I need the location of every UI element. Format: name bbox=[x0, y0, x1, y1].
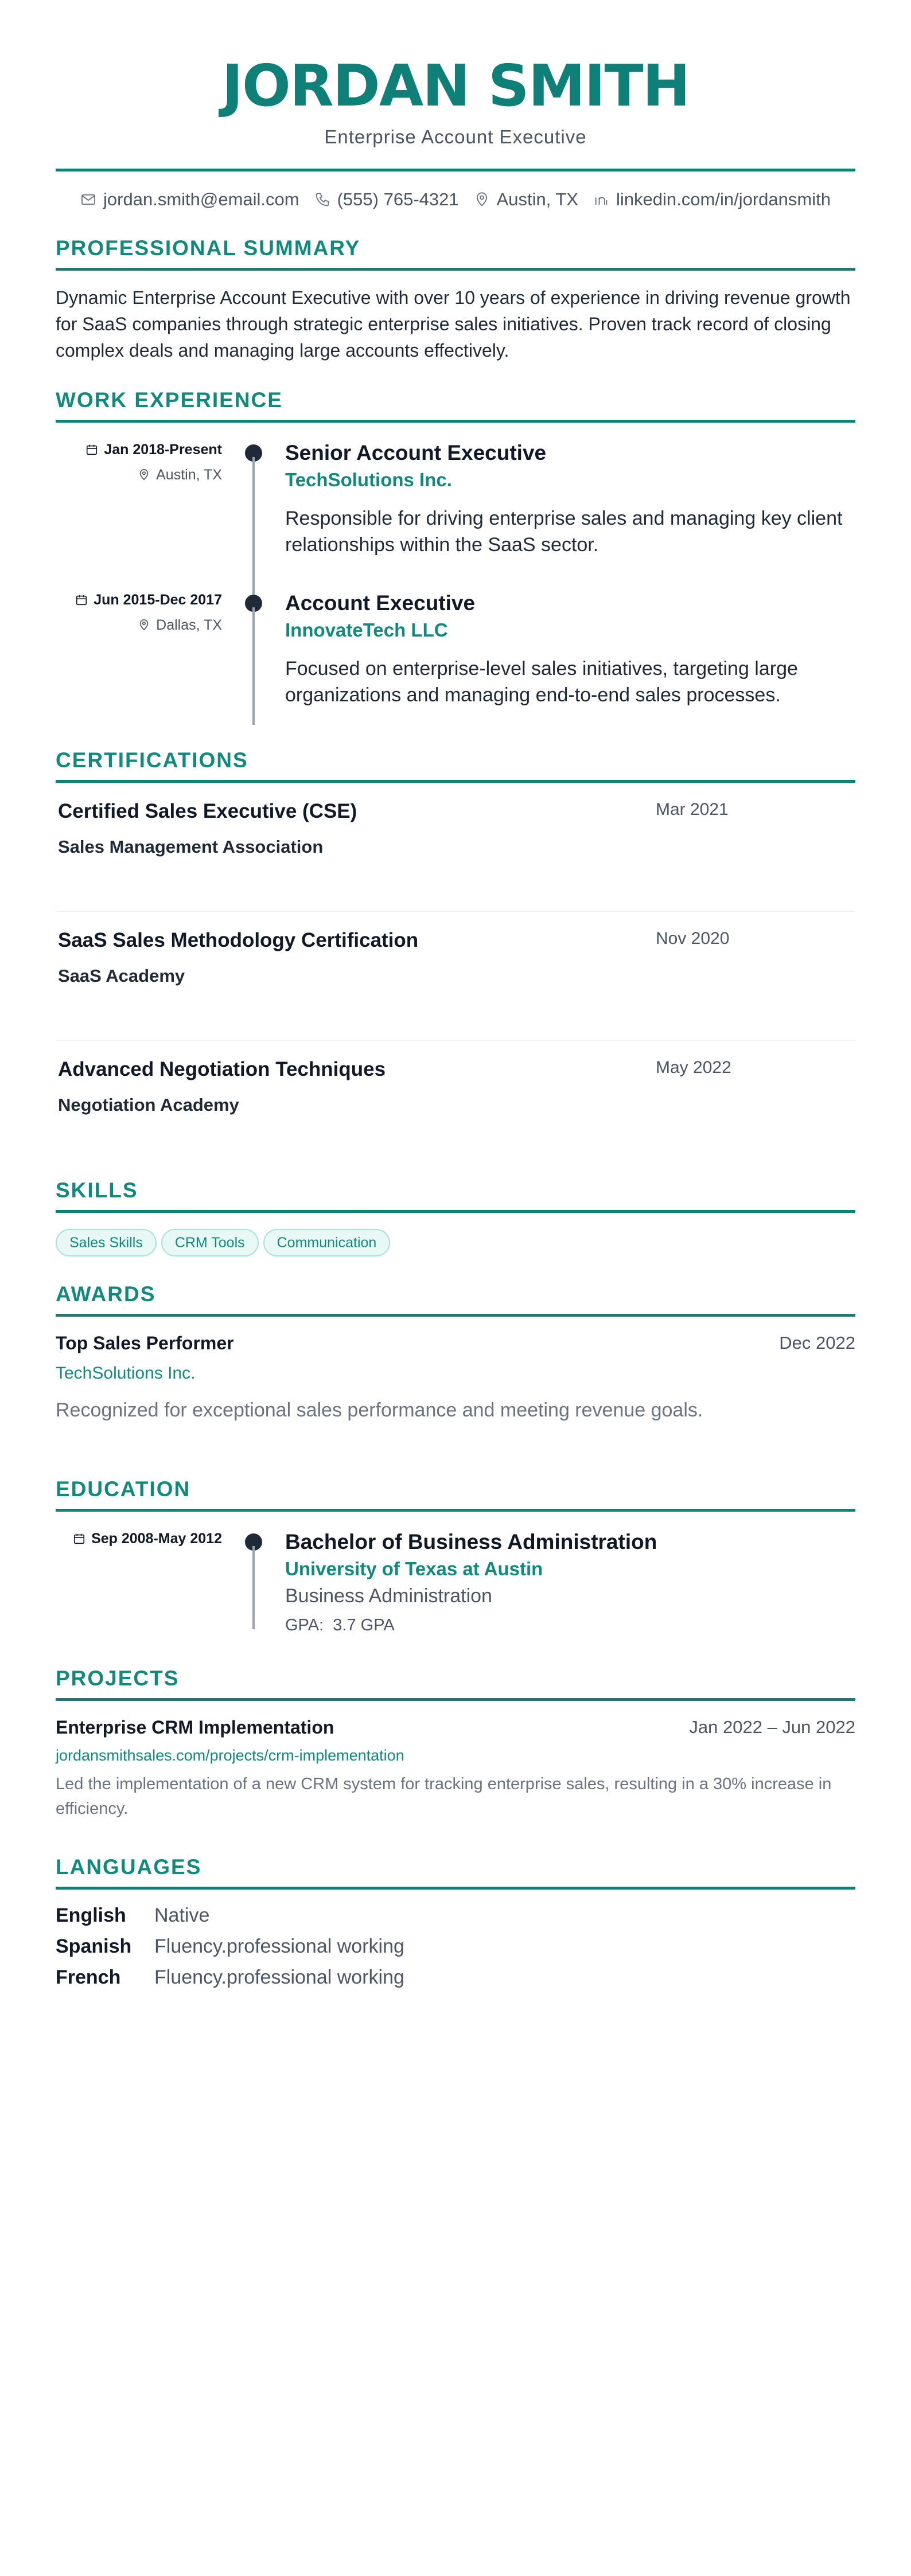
summary-heading: PROFESSIONAL SUMMARY bbox=[56, 236, 361, 260]
language-level: Fluency.professional working bbox=[154, 1935, 404, 1957]
experience-body bbox=[285, 590, 855, 725]
experience-date-text: Jan 2018-Present bbox=[104, 442, 222, 458]
experience-item bbox=[56, 440, 855, 590]
calendar-icon bbox=[73, 1532, 85, 1545]
experience-date bbox=[56, 440, 222, 459]
certification-name: Certified Sales Executive (CSE) bbox=[58, 800, 357, 822]
experience-item bbox=[56, 590, 855, 725]
language-level: Fluency.professional working bbox=[154, 1966, 404, 1988]
contact-phone[interactable] bbox=[314, 189, 459, 210]
section-divider bbox=[56, 420, 855, 423]
contact-linkedin-text: linkedin.com/in/jordansmith bbox=[616, 189, 831, 209]
experience-role: Senior Account Executive bbox=[285, 441, 547, 465]
language-row bbox=[56, 1962, 855, 1993]
experience-section bbox=[56, 380, 855, 725]
education-school: University of Texas at Austin bbox=[285, 1558, 543, 1579]
skills-section bbox=[56, 1170, 855, 1274]
award-org: TechSolutions Inc. bbox=[56, 1364, 196, 1383]
award-name: Top Sales Performer bbox=[56, 1333, 234, 1353]
certification-org: SaaS Academy bbox=[58, 966, 185, 986]
languages-section bbox=[56, 1847, 855, 1993]
education-date bbox=[56, 1529, 222, 1548]
phone-icon bbox=[314, 192, 330, 208]
certification-date: Nov 2020 bbox=[656, 929, 730, 948]
languages-list bbox=[56, 1900, 855, 1993]
contact-phone-text: (555) 765-4321 bbox=[337, 189, 459, 209]
experience-description: Responsible for driving enterprise sales and managing key client relationships within the SaaS sector. bbox=[285, 508, 843, 556]
awards-heading: AWARDS bbox=[56, 1282, 156, 1306]
education-field: Business Administration bbox=[285, 1585, 492, 1607]
project-name: Enterprise CRM Implementation bbox=[56, 1717, 334, 1738]
timeline-line bbox=[252, 1546, 255, 1629]
certification-item bbox=[56, 783, 855, 912]
timeline-line bbox=[252, 457, 255, 607]
language-row bbox=[56, 1900, 855, 1931]
award-item bbox=[56, 1317, 855, 1469]
summary-section bbox=[56, 228, 855, 364]
experience-location-text: Dallas, TX bbox=[156, 617, 222, 633]
experience-company: InnovateTech LLC bbox=[285, 619, 448, 641]
calendar-icon bbox=[85, 443, 98, 456]
project-date: Jan 2022 – Jun 2022 bbox=[689, 1717, 855, 1737]
project-item bbox=[56, 1701, 855, 1827]
education-gpa bbox=[285, 1613, 855, 1638]
experience-meta bbox=[56, 440, 222, 590]
projects-section bbox=[56, 1658, 855, 1827]
experience-date bbox=[56, 590, 222, 610]
map-pin-icon bbox=[474, 192, 490, 208]
experience-timeline bbox=[56, 440, 855, 725]
experience-location bbox=[56, 465, 222, 485]
education-meta bbox=[56, 1529, 222, 1658]
awards-section bbox=[56, 1274, 855, 1469]
contact-location bbox=[474, 189, 578, 210]
mail-icon bbox=[80, 192, 96, 208]
experience-company: TechSolutions Inc. bbox=[285, 469, 452, 490]
experience-date-text: Jun 2015-Dec 2017 bbox=[94, 592, 222, 608]
section-divider bbox=[56, 268, 855, 271]
candidate-name: JORDAN SMITH bbox=[221, 52, 690, 119]
skill-tag: Sales Skills bbox=[56, 1229, 157, 1256]
contact-location-text: Austin, TX bbox=[496, 189, 579, 209]
education-item bbox=[56, 1529, 855, 1658]
certification-org: Negotiation Academy bbox=[58, 1095, 239, 1115]
experience-body bbox=[285, 440, 855, 590]
experience-role: Account Executive bbox=[285, 591, 476, 615]
certification-date: Mar 2021 bbox=[656, 800, 729, 819]
contact-email[interactable] bbox=[80, 189, 299, 210]
language-name: French bbox=[56, 1966, 121, 1988]
skill-tag: Communication bbox=[263, 1229, 391, 1256]
award-description: Recognized for exceptional sales performance and meeting revenue goals. bbox=[56, 1399, 703, 1421]
timeline-axis bbox=[222, 590, 285, 725]
education-gpa-label: GPA: bbox=[285, 1616, 324, 1634]
certifications-section bbox=[56, 740, 855, 1170]
section-divider bbox=[56, 1210, 855, 1213]
candidate-title: Enterprise Account Executive bbox=[324, 126, 587, 147]
education-heading: EDUCATION bbox=[56, 1477, 191, 1501]
timeline-axis bbox=[222, 440, 285, 590]
language-name: English bbox=[56, 1904, 126, 1926]
skills-list bbox=[56, 1229, 855, 1274]
certification-name: SaaS Sales Methodology Certification bbox=[58, 929, 419, 951]
education-gpa-value: 3.7 GPA bbox=[333, 1616, 395, 1634]
language-level: Native bbox=[154, 1904, 210, 1926]
linkedin-icon bbox=[593, 192, 609, 208]
experience-location-text: Austin, TX bbox=[156, 467, 222, 483]
map-pin-icon bbox=[138, 469, 150, 481]
timeline-axis bbox=[222, 1529, 285, 1658]
certification-item bbox=[56, 912, 855, 1041]
summary-text: Dynamic Enterprise Account Executive with over 10 years of experience in driving revenue growth for SaaS companies through strategic enterprise sales initiatives. Proven track record of closing complex deals and managing large accounts effectively. bbox=[56, 287, 851, 361]
certification-date: May 2022 bbox=[656, 1058, 731, 1077]
experience-meta bbox=[56, 590, 222, 725]
language-row bbox=[56, 1931, 855, 1962]
certification-item bbox=[56, 1041, 855, 1170]
skills-heading: SKILLS bbox=[56, 1178, 138, 1202]
experience-heading: WORK EXPERIENCE bbox=[56, 388, 283, 412]
skill-tag: CRM Tools bbox=[161, 1229, 259, 1256]
education-degree: Bachelor of Business Administration bbox=[285, 1530, 657, 1554]
language-name: Spanish bbox=[56, 1935, 132, 1957]
contact-email-text: jordan.smith@email.com bbox=[103, 189, 299, 209]
contact-bar bbox=[56, 171, 855, 228]
timeline-line bbox=[252, 607, 255, 725]
certification-org: Sales Management Association bbox=[58, 837, 324, 857]
projects-heading: PROJECTS bbox=[56, 1666, 180, 1690]
experience-description: Focused on enterprise-level sales initiatives, targeting large organizations and managing end-to-end sales processes. bbox=[285, 658, 798, 706]
experience-location bbox=[56, 615, 222, 635]
certifications-list bbox=[56, 783, 855, 1170]
award-date: Dec 2022 bbox=[779, 1333, 855, 1353]
education-timeline bbox=[56, 1529, 855, 1658]
contact-linkedin[interactable] bbox=[593, 189, 831, 210]
section-divider bbox=[56, 1509, 855, 1512]
project-description: Led the implementation of a new CRM system for tracking enterprise sales, resulting in a 30% increase in efficiency. bbox=[56, 1775, 832, 1818]
certification-name: Advanced Negotiation Techniques bbox=[58, 1058, 386, 1080]
section-divider bbox=[56, 1887, 855, 1890]
education-body bbox=[285, 1529, 855, 1658]
project-link[interactable]: jordansmithsales.com/projects/crm-implementation bbox=[56, 1747, 404, 1764]
education-section bbox=[56, 1469, 855, 1658]
languages-heading: LANGUAGES bbox=[56, 1855, 202, 1879]
map-pin-icon bbox=[138, 619, 150, 631]
education-date-text: Sep 2008-May 2012 bbox=[91, 1531, 222, 1547]
calendar-icon bbox=[75, 594, 88, 606]
certifications-heading: CERTIFICATIONS bbox=[56, 748, 248, 772]
resume-header bbox=[56, 0, 855, 148]
